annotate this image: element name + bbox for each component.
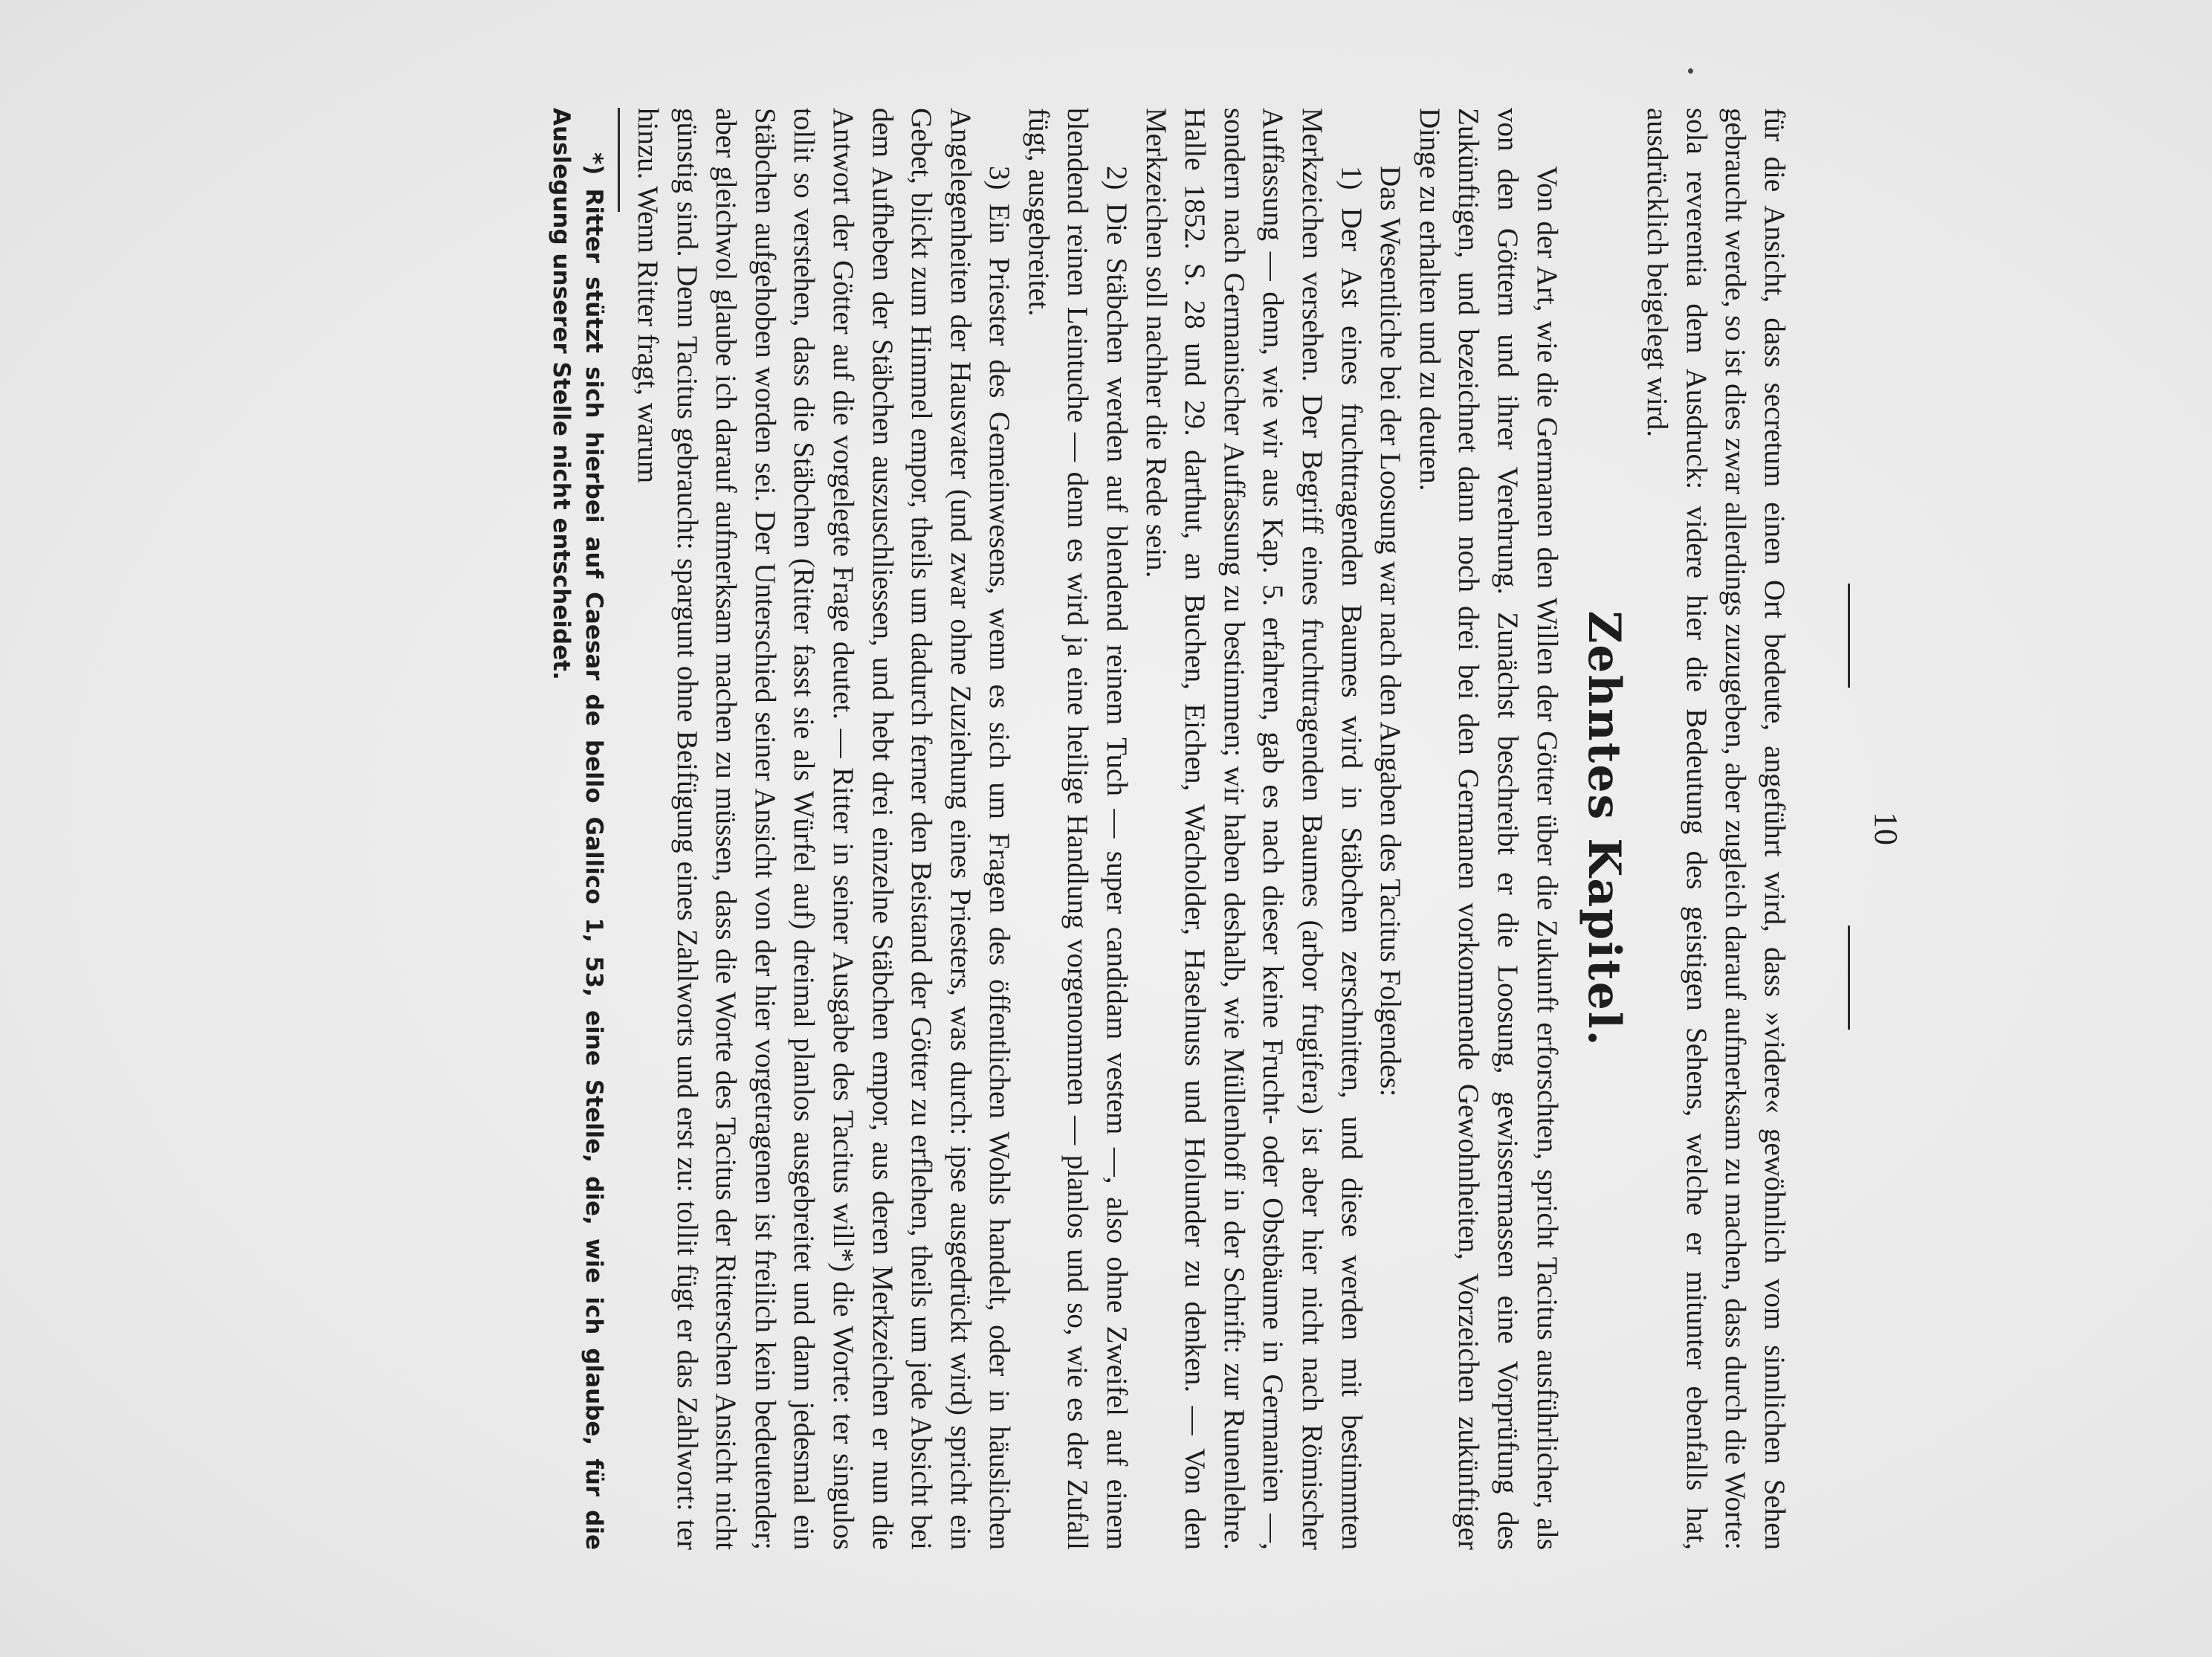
paragraph: 2) Die Stäbchen werden auf blendend reinem Tuch — super candidam vestem —, also ohne Zweifel auf einem blendend reinen Leintuche — denn es wird ja eine heilige Handlung vorgenommen — planlos und so, wie es der Zufall fügt, ausgebreitet.	[1022, 108, 1134, 1550]
page-body	[545, 108, 1794, 1550]
header-rule-left	[1848, 584, 1850, 688]
scan-speck	[1688, 68, 1693, 74]
footnote-rule	[618, 108, 620, 212]
footnote	[545, 108, 610, 1550]
book-page	[307, 108, 1905, 1550]
paragraph: 1) Der Ast eines fruchttragenden Baumes wird in Stäbchen zerschnitten, und diese werden mit bestimmten Merkzeichen versehen. Der Begriff eines fruchttragenden Baumes (arbor frugifera) ist aber hier nicht nach Römischer Auffassung — denn, wie wir aus Kap. 5. erfahren, gab es nach dieser keine Frucht- oder Obstbäume in Germanien —, sondern nach Germanischer Auffassung zu bestimmen; wir haben deshalb, wie Müllenhoff in der Schrift: zur Runenlehre. Halle 1852. S. 28 und 29. darthut, an Buchen, Eichen, Wacholder, Haselnuss und Holunder zu denken. — Von den Merkzeichen soll nachher die Rede sein.	[1139, 108, 1368, 1550]
footnote-text: *) Ritter stützt sich hierbei auf Caesar de bello Gallico 1, 53, eine Stelle, die, wie ich glaube, für die Auslegung unserer Stelle nicht entscheidet.	[548, 108, 608, 1550]
chapter-heading: Zehntes Kapitel.	[1577, 610, 1630, 1047]
paragraph-continued: für die Ansicht, dass secretum einen Ort bedeute, angeführt wird, dass »videre« gewöhnlich vom sinnlichen Sehen gebraucht werde, so ist dies zwar allerdings zuzugeben, aber zugleich darauf aufmerksam zu machen, dass durch die Worte: sola reverentia dem Ausdruck: videre hier die Bedeutung des geistigen Sehens, welche er mitunter ebenfalls hat, ausdrücklich beigelegt wird.	[1641, 108, 1791, 1550]
page-number: 10	[1868, 812, 1904, 846]
paragraph: Von der Art, wie die Germanen den Willen der Götter über die Zukunft erforschten, spricht Tacitus ausführlicher, als von den Göttern und ihrer Verehrung. Zunächst beschreibt er die Loosung, gewissermassen eine Vorprüfung des Zukünftigen, und bezeichnet dann noch drei bei den Germanen vorkommende Gewohnheiten, Vorzeichen zukünftiger Dinge zu erhalten und zu deuten.	[1413, 108, 1563, 1550]
paragraph: 3) Ein Priester des Gemeinwesens, wenn es sich um Fragen des öffentlichen Wohls handelt, oder in häuslichen Angelegenheiten der Hausvater (und zwar ohne Zuziehung eines Priesters, was durch: ipse ausgedrückt wird) spricht ein Gebet, blickt zum Himmel empor, theils um dadurch ferner den Beistand der Götter zu erflehen, theils um jede Absicht bei dem Aufheben der Stäbchen auszuschliessen, und hebt drei einzelne Stäbchen empor, aus deren Merkzeichen er nun die Antwort der Götter auf die vorgelegte Frage deutet. — Ritter in seiner Ausgabe des Tacitus will*) die Worte: ter singulos tollit so verstehen, dass die Stäbchen (Ritter fasst sie als Würfel auf) dreimal planlos ausgebreitet und dann jedesmal ein Stäbchen aufgehoben worden sei. Der Unterschied seiner Ansicht von der hier vorgetragenen ist freilich kein bedeutender; aber gleichwol glaube ich darauf aufmerksam machen zu müssen, dass die Worte des Tacitus der Ritterschen Ansicht nicht günstig sind. Denn Tacitus gebraucht: spargunt ohne Beifügung eines Zahlworts und erst zu: tollit fügt er das Zahlwort: ter hinzu. Wenn Ritter fragt, warum	[631, 108, 1016, 1550]
paragraph: Das Wesentliche bei der Loosung war nach den Angaben des Tacitus Folgendes:	[1374, 166, 1407, 1097]
header-rule-right	[1848, 926, 1850, 1030]
